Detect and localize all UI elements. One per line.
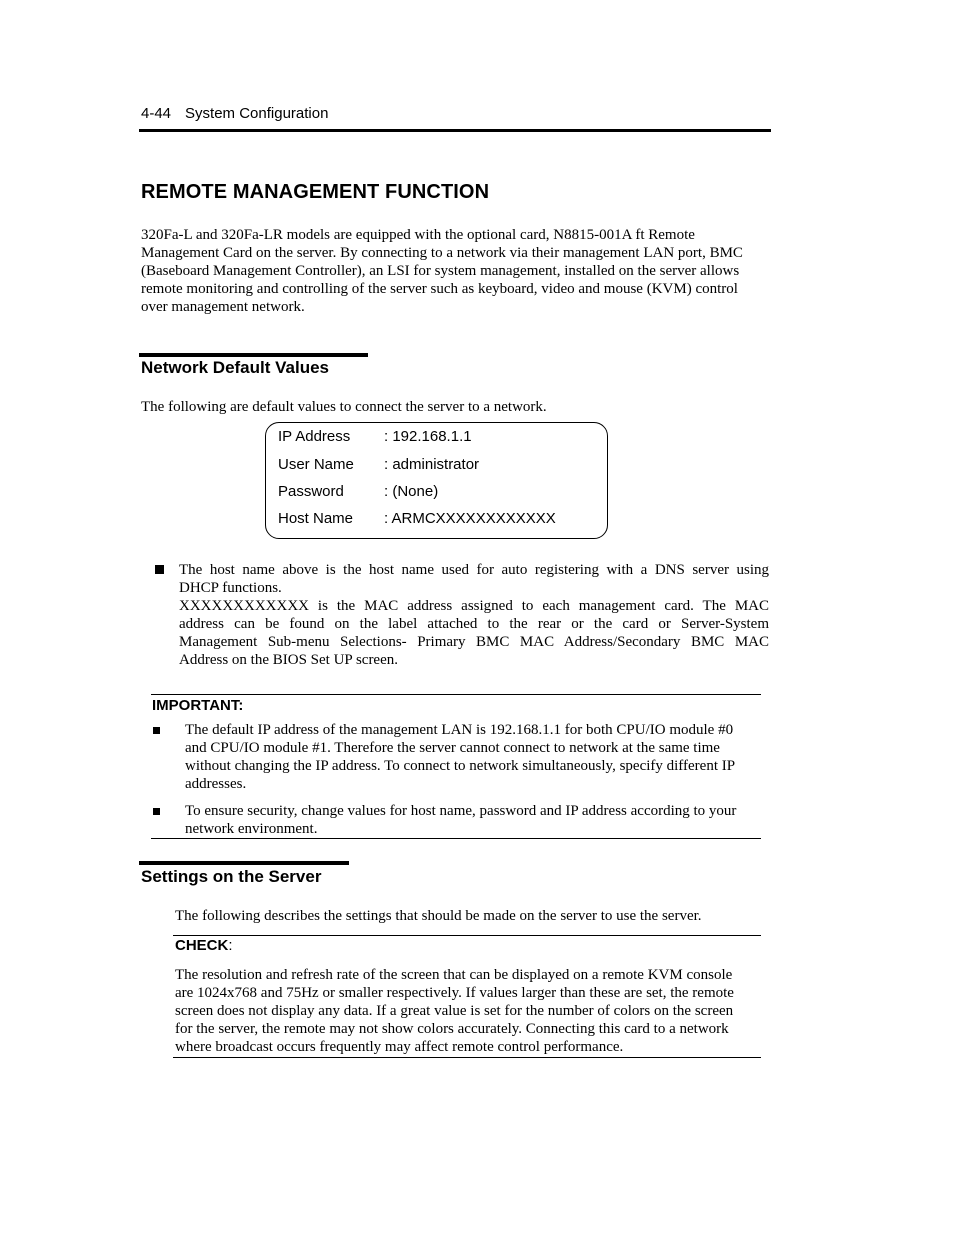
important-line: To ensure security, change values for host name, password and IP address according to your [185, 803, 737, 819]
section-bar [139, 861, 349, 865]
page-number: 4-44 [141, 105, 172, 122]
running-header [141, 105, 328, 122]
header-rule [139, 129, 771, 132]
default-row-ip [278, 428, 472, 445]
intro-line: remote monitoring and controlling of the server such as keyboard, video and mouse (KVM) control [141, 281, 738, 297]
important-bottom-rule [151, 838, 761, 839]
note-line: Address on the BIOS Set UP screen. [179, 652, 399, 668]
default-label: IP Address [278, 428, 351, 445]
important-line: network environment. [185, 821, 318, 837]
intro-line: over management network. [141, 299, 305, 315]
host-name-note-text [179, 561, 769, 669]
network-defaults-intro: The following are default values to connect the server to a network. [141, 399, 547, 415]
default-value: : 192.168.1.1 [384, 428, 472, 445]
default-row-user [278, 456, 479, 473]
check-top-rule [173, 935, 761, 936]
important-top-rule [151, 694, 761, 695]
important-line: without changing the IP address. To connect to network simultaneously, specify different IP [185, 758, 736, 774]
check-label: CHECK [175, 937, 229, 954]
default-row-password [278, 483, 438, 500]
default-value: : ARMCXXXXXXXXXXXX [384, 510, 556, 527]
important-line: The default IP address of the management LAN is 192.168.1.1 for both CPU/IO module #0 [185, 722, 734, 738]
note-line: XXXXXXXXXXXX is the MAC address assigned to each management card. The MAC [179, 598, 769, 614]
important-item-ip [185, 721, 761, 793]
section-bar [139, 353, 368, 357]
default-label: Host Name [278, 510, 354, 527]
default-label: Password [278, 483, 344, 500]
default-row-hostname [278, 510, 556, 527]
note-line: address can be found on the label attached to the rear or the card or Server-System [179, 616, 769, 632]
check-line: screen does not display any data. If a great value is set for the number of colors on the screen [175, 1003, 734, 1019]
intro-line: Management Card on the server. By connecting to a network via their management LAN port, BMC [141, 245, 743, 261]
intro-line: 320Fa-L and 320Fa-LR models are equipped with the optional card, N8815-001A ft Remote [141, 227, 695, 243]
square-bullet-icon [155, 565, 164, 574]
check-title [175, 937, 233, 954]
check-line: for the server, the remote may not show colors accurately. Connecting this card to a network [175, 1021, 729, 1037]
check-line: are 1024x768 and 75Hz or smaller respectively. If values larger than these are set, the remote [175, 985, 734, 1001]
important-item-security [185, 802, 761, 838]
square-bullet-icon [153, 727, 160, 734]
check-colon: : [228, 937, 233, 954]
check-line: The resolution and refresh rate of the screen that can be displayed on a remote KVM console [175, 967, 733, 983]
settings-intro: The following describes the settings that should be made on the server to use the server. [175, 908, 702, 924]
note-line: Management Sub-menu Selections- Primary BMC MAC Address/Secondary BMC MAC [179, 634, 769, 650]
important-title: IMPORTANT: [152, 697, 244, 714]
important-line: addresses. [185, 776, 247, 792]
default-label: User Name [278, 456, 354, 473]
important-line: and CPU/IO module #1. Therefore the server cannot connect to network at the same time [185, 740, 720, 756]
note-line: DHCP functions. [179, 580, 282, 596]
check-line: where broadcast occurs frequently may affect remote control performance. [175, 1039, 624, 1055]
section-heading-network-defaults: Network Default Values [141, 358, 330, 377]
header-section-title: System Configuration [185, 105, 329, 122]
section-heading-settings: Settings on the Server [141, 867, 322, 886]
note-line: The host name above is the host name used for auto registering with a DNS server using [179, 562, 769, 578]
default-value: : administrator [384, 456, 480, 473]
square-bullet-icon [153, 808, 160, 815]
check-bottom-rule [173, 1057, 761, 1058]
check-text [175, 966, 761, 1056]
intro-paragraph [141, 226, 771, 316]
page-title: REMOTE MANAGEMENT FUNCTION [141, 181, 490, 203]
intro-line: (Baseboard Management Controller), an LSI for system management, installed on the server allows [141, 263, 740, 279]
default-value: : (None) [384, 483, 439, 500]
